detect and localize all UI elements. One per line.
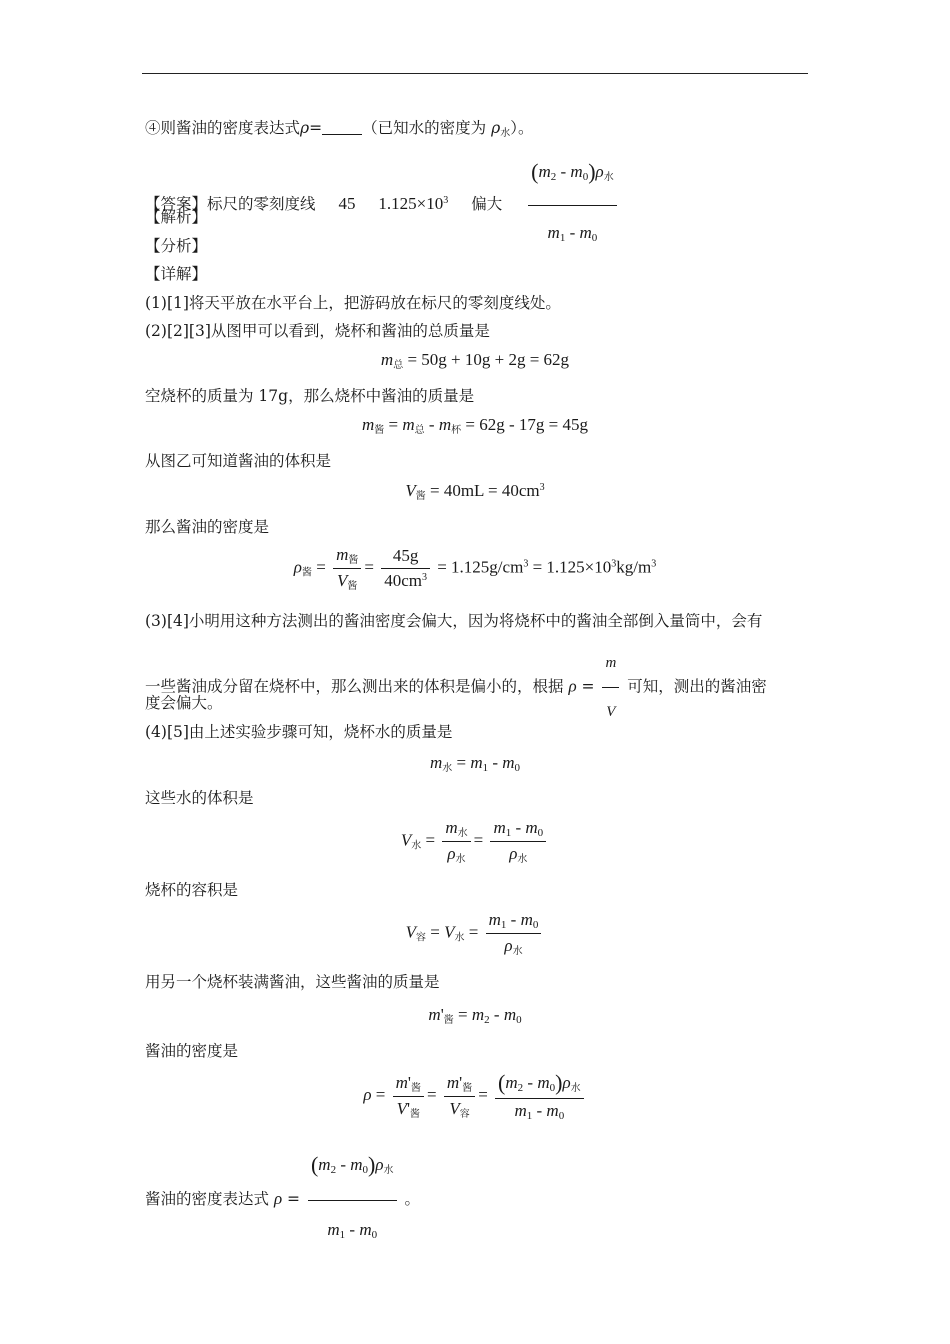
answer-blank: [322, 120, 362, 135]
final-expression-line: 酱油的密度表达式 ρ = $\frac{(m_2 - m_0)\rho_水}{m_1 - m_0}$ 。: [145, 1138, 420, 1262]
equation-water-mass: $m_水 = m_1 - m_0$: [429, 753, 521, 774]
text-line-10: 这些水的体积是: [145, 789, 254, 807]
text-line-7: 一些酱油成分留在烧杯中，那么测出来的体积是偏小的，根据 ρ = $\frac{m}{V}$ 可知，测出的酱油密: [145, 641, 767, 734]
text-line-8: 度会偏大。: [145, 694, 223, 712]
text-line-4: 从图乙可知道酱油的体积是: [145, 452, 332, 470]
equation-oil-mass-2: $m'_酱 = m_2 - m_0$: [428, 1005, 522, 1026]
question-4: ④则酱油的密度表达式ρ= （已知水的密度为 $\rho_水$）。: [145, 119, 534, 139]
equation-beaker-volume: $V_容 = V_水$ = $\frac{m_1 - m_0}{\rho_水}$: [145, 910, 805, 957]
section-fenxi: 【分析】: [145, 237, 208, 255]
header-rule: [142, 73, 808, 74]
text-line-5: 那么酱油的密度是: [145, 518, 270, 536]
text-line-9: (4)[5]由上述实验步骤可知，烧杯水的质量是: [145, 723, 453, 741]
text-line-13: 酱油的密度是: [145, 1042, 239, 1060]
equation-oil-mass: $m_酱 = m_总 - m_杯 = 62g - 17g = 45g$: [362, 415, 588, 436]
equation-oil-density: $\rho_酱$ = $\frac{m_酱}{V_酱}$ = $\frac{45g}{40cm^3}$ = $1.125g/cm^3 = 1.125\times 10^3kg/m^3$: [293, 545, 657, 592]
section-jiexi: 【解析】: [145, 208, 208, 226]
equation-oil-volume: $V_酱 = 40mL = 40cm^3$: [405, 481, 545, 502]
equation-water-volume: $V_水$ = $\frac{m_水}{\rho_水}$ = $\frac{m_1 - m_0}{\rho_水}$: [145, 818, 805, 865]
text-line-12: 用另一个烧杯装满酱油，这些酱油的质量是: [145, 973, 440, 991]
answer-line: 【答案】标尺的零刻度线 45 $1.125\times 10^3$ 偏大 $\frac{(m_2 - m_0)\rho_水}{m_1 - m_0}$: [145, 147, 620, 197]
answer-formula: $\frac{(m_2 - m_0)\rho_水}{m_1 - m_0}$: [528, 147, 617, 263]
text-line-2: (2)[2][3]从图甲可以看到，烧杯和酱油的总质量是: [145, 322, 490, 340]
text-line-6: (3)[4]小明用这种方法测出的酱油密度会偏大，因为将烧杯中的酱油全部倒入量筒中，会有: [145, 612, 763, 630]
text-line-1: (1)[1]将天平放在水平台上，把游码放在标尺的零刻度线处。: [145, 294, 561, 312]
section-xiangjie: 【详解】: [145, 265, 208, 283]
equation-total-mass: $m_总 = 50g + 10g + 2g = 62g$: [380, 350, 570, 371]
text-line-11: 烧杯的容积是: [145, 881, 239, 899]
equation-oil-density-2: ρ = $\frac{m'_酱}{V'_酱}$ = $\frac{m'_酱}{V_容}$ = $\frac{(m_2 - m_0)\rho_水}{m_1 - m_0}$: [145, 1070, 805, 1122]
text-line-3: 空烧杯的质量为 17g，那么烧杯中酱油的质量是: [145, 387, 475, 405]
